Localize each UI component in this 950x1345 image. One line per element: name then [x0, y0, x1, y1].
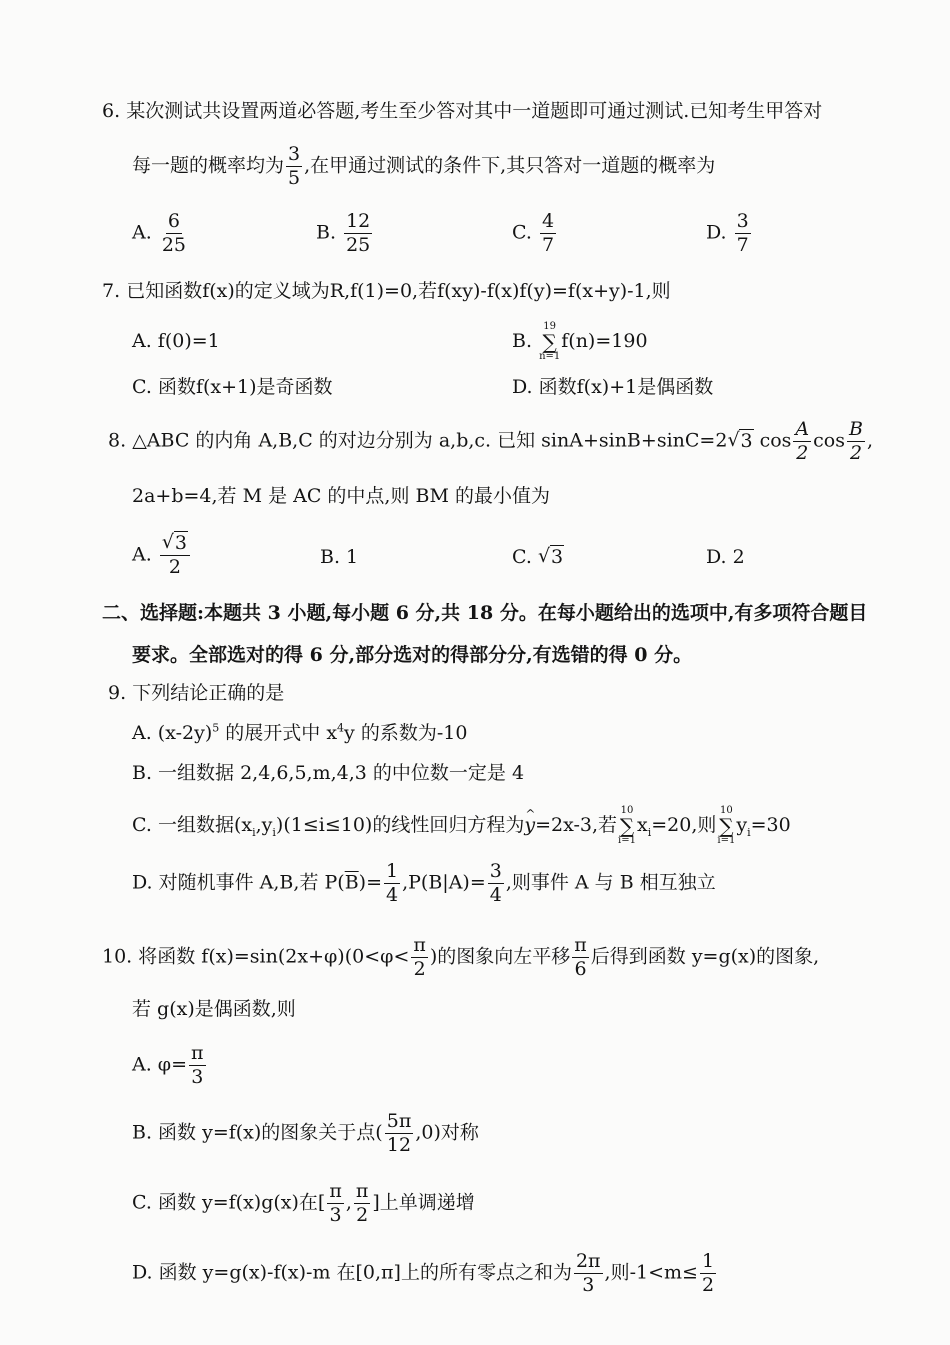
- text: y: [736, 814, 748, 836]
- numerator: 2π: [575, 1250, 601, 1272]
- q8-option-b: B. 1: [320, 546, 359, 568]
- text: ,: [345, 1191, 352, 1214]
- text: )(1≤i≤10)的线性回归方程为: [275, 814, 525, 836]
- text: )的图象向左平移: [429, 945, 571, 968]
- q6-option-c: [512, 212, 558, 255]
- b-complement: $\overline{B}$: [344, 871, 359, 894]
- numerator: [160, 534, 190, 556]
- option-fraction: [540, 212, 556, 255]
- fraction-pi-6: [572, 936, 589, 979]
- numerator: π: [329, 1180, 342, 1202]
- fraction-1-2: [700, 1252, 716, 1295]
- text: 后得到函数 y=g(x)的图象,: [590, 945, 820, 968]
- text: x: [636, 814, 648, 836]
- exponent: 5: [212, 721, 220, 735]
- option-label: C.: [512, 546, 532, 568]
- q10-option-a: [132, 1044, 208, 1087]
- option-text: f(n)=190: [561, 330, 648, 352]
- q8-text-a: △ABC 的内角 A,B,C 的对边分别为 a,b,c. 已知 sinA+sinB+sinC=2: [132, 429, 728, 452]
- sqrt: [538, 548, 564, 567]
- denominator: 25: [161, 234, 186, 256]
- denominator: 2: [701, 1274, 715, 1296]
- text: ,y: [255, 814, 273, 836]
- numerator: 3: [736, 210, 749, 232]
- text: =30: [750, 814, 791, 836]
- q8-line1: [108, 420, 873, 463]
- text: B. 函数 y=f(x)的图象关于点(: [132, 1121, 383, 1144]
- radicand: 3: [740, 429, 753, 452]
- q6-text-a: 每一题的概率均为: [132, 154, 285, 177]
- q6-probability-fraction: [286, 145, 302, 188]
- numerator: 5π: [386, 1110, 412, 1132]
- q9-option-c: [132, 806, 791, 846]
- q6-option-b: [316, 212, 374, 255]
- option-label: B.: [316, 221, 337, 244]
- text: C. 函数 y=f(x)g(x)在[: [132, 1191, 326, 1214]
- section2-line1: 二、选择题:本题共 3 小题,每小题 6 分,共 18 分。在每小题给出的选项中,有多项符合题目: [102, 602, 868, 624]
- q10-line2: 若 g(x)是偶函数,则: [132, 998, 296, 1020]
- q9-text: 下列结论正确的是: [132, 682, 285, 704]
- option-label: A.: [132, 543, 152, 566]
- q8-option-d: D. 2: [706, 546, 745, 568]
- exponent: 4: [337, 721, 345, 735]
- text: A. (x-2y): [132, 722, 213, 744]
- denominator: 5: [288, 167, 301, 189]
- sum-top: 10: [719, 805, 733, 816]
- q6-text-b: ,在甲通过测试的条件下,其只答对一道题的概率为: [304, 154, 716, 177]
- radicand: 3: [174, 532, 187, 554]
- numerator: 6: [167, 210, 180, 232]
- q10-line1: [102, 936, 819, 979]
- fraction-a-2: [793, 420, 811, 463]
- denominator: 3: [329, 1204, 342, 1226]
- sqrt-3: [727, 429, 753, 452]
- option-label: C.: [512, 221, 532, 244]
- text: ,P(B|A)=: [402, 871, 486, 894]
- q8-option-a: [132, 534, 192, 577]
- q6-number: 6.: [102, 100, 121, 122]
- option-fraction: [344, 212, 372, 255]
- option-label: B.: [512, 330, 533, 352]
- denominator: 2: [796, 442, 809, 464]
- denominator: 3: [191, 1066, 204, 1088]
- sigma: ∑: [542, 330, 557, 354]
- numerator: 1: [701, 1250, 715, 1272]
- q7-option-c: C. 函数f(x+1)是奇函数: [132, 376, 333, 398]
- q6-option-a: [132, 212, 190, 255]
- numerator: 3: [489, 860, 502, 882]
- cos: cos: [759, 429, 792, 452]
- subscript: i: [747, 825, 751, 839]
- fraction-pi-3: [189, 1044, 206, 1087]
- denominator: 4: [489, 884, 502, 906]
- summation: [539, 322, 560, 362]
- text: D. 对随机事件 A,B,若 P(: [132, 871, 345, 894]
- q7-stem: [102, 282, 671, 301]
- fraction: [488, 862, 504, 905]
- sum-bottom: i=1: [618, 835, 636, 846]
- denominator: 7: [541, 234, 555, 256]
- sum-bottom: i=1: [717, 835, 736, 846]
- numerator: A: [795, 418, 810, 440]
- numerator: π: [355, 1180, 369, 1202]
- subscript: i: [647, 825, 652, 839]
- q8-option-c: [512, 548, 564, 567]
- q7-option-a: A. f(0)=1: [132, 330, 220, 352]
- option-fraction: [160, 212, 188, 255]
- radicand: 3: [550, 546, 564, 568]
- denominator: 3: [582, 1274, 595, 1296]
- q6-option-d: [706, 212, 753, 255]
- fraction-pi-2: [411, 936, 428, 979]
- q6-line2: [132, 145, 715, 188]
- denominator: 2: [356, 1204, 369, 1226]
- denominator: 4: [386, 884, 399, 906]
- q9-option-d: [132, 862, 716, 905]
- denominator: 2: [168, 556, 181, 578]
- denominator: 6: [574, 958, 587, 980]
- denominator: 25: [346, 234, 371, 256]
- comma: ,: [866, 429, 874, 452]
- denominator: 2: [413, 958, 426, 980]
- q10-option-d: [132, 1252, 718, 1295]
- q9-option-b: B. 一组数据 2,4,6,5,m,4,3 的中位数一定是 4: [132, 762, 525, 784]
- fraction: [384, 862, 400, 905]
- sum-top: 10: [620, 805, 634, 816]
- sigma: ∑: [719, 814, 734, 838]
- q7-option-d: D. 函数f(x)+1是偶函数: [512, 376, 714, 398]
- numerator: B: [849, 418, 863, 440]
- q8-line2: 2a+b=4,若 M 是 AC 的中点,则 BM 的最小值为: [132, 485, 550, 507]
- sqrt: [162, 534, 188, 553]
- text: =2x-3,若: [535, 814, 618, 836]
- numerator: π: [574, 934, 587, 956]
- cos: cos: [813, 429, 845, 452]
- sigma: ∑: [619, 814, 635, 838]
- numerator: 3: [288, 143, 301, 165]
- numerator: 4: [541, 210, 555, 232]
- text: A. φ=: [132, 1053, 188, 1076]
- q7-number: 7.: [102, 280, 121, 302]
- fraction-5pi-12: [385, 1112, 414, 1155]
- subscript: i: [272, 825, 276, 839]
- q10-option-b: [132, 1112, 479, 1155]
- text: =20,则: [651, 814, 717, 836]
- text: 将函数 f(x)=sin(2x+φ)(0<φ<: [138, 945, 410, 968]
- y-hat: ^ y: [524, 816, 535, 835]
- fraction-2pi-3: [574, 1252, 603, 1295]
- section2-line2: 要求。全部选对的得 6 分,部分选对的得部分分,有选错的得 0 分。: [132, 644, 693, 666]
- numerator: 1: [386, 860, 399, 882]
- numerator: 12: [346, 210, 371, 232]
- q8-number: 8.: [108, 429, 127, 452]
- text: 的展开式中 x: [219, 722, 338, 744]
- option-label: D.: [706, 221, 727, 244]
- summation: [717, 806, 735, 846]
- text: ,则-1<m≤: [604, 1261, 698, 1284]
- q6-text: 某次测试共设置两道必答题,考生至少答对其中一道题即可通过测试.已知考生甲答对: [126, 100, 823, 122]
- text: y 的系数为-10: [344, 722, 468, 744]
- q7-text: 已知函数f(x)的定义域为R,f(1)=0,若f(xy)-f(x)f(y)=f(x+y)-1,则: [126, 280, 671, 302]
- q9-option-a: [132, 721, 468, 744]
- subscript: i: [252, 825, 256, 839]
- fraction-pi-3: [327, 1182, 344, 1225]
- q6-line1: [102, 102, 822, 121]
- text: ,0)对称: [415, 1121, 479, 1144]
- q9-stem: [108, 684, 284, 703]
- option-label: A.: [132, 221, 152, 244]
- q10-option-c: [132, 1182, 475, 1225]
- option-fraction: [160, 534, 190, 577]
- q7-option-b: [512, 322, 648, 362]
- denominator: 2: [849, 442, 863, 464]
- text: ,则事件 A 与 B 相互独立: [505, 871, 716, 894]
- fraction-b-2: [847, 420, 865, 463]
- sum-top: 19: [543, 321, 557, 332]
- numerator: π: [191, 1042, 204, 1064]
- denominator: 7: [736, 234, 749, 256]
- summation: [618, 806, 636, 846]
- fraction-pi-2: [354, 1182, 371, 1225]
- option-fraction: [735, 212, 751, 255]
- q10-number: 10.: [102, 945, 133, 968]
- text: )=: [358, 871, 382, 894]
- q9-number: 9.: [108, 682, 127, 704]
- numerator: π: [413, 934, 426, 956]
- text: C. 一组数据(x: [132, 814, 253, 836]
- text: ]上单调递增: [372, 1191, 475, 1214]
- denominator: 12: [386, 1134, 412, 1156]
- text: D. 函数 y=g(x)-f(x)-m 在[0,π]上的所有零点之和为: [132, 1261, 572, 1284]
- sum-bottom: n=1: [539, 351, 561, 362]
